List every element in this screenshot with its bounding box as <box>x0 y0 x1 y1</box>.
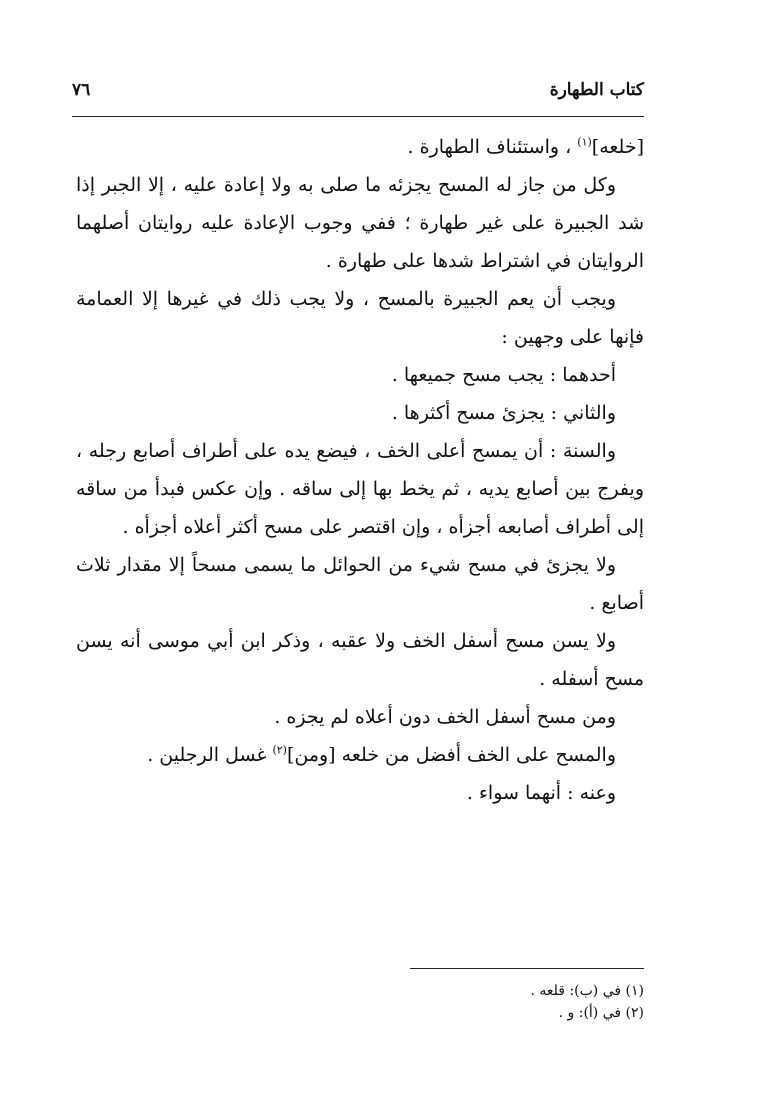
footnotes <box>300 980 644 1024</box>
text-line: ويجب أن يعم الجبيرة بالمسح ، ولا يجب ذلك في غيرها إلا العمامة <box>76 288 616 310</box>
text-line: أصابع . <box>589 592 644 614</box>
text-line: شد الجبيرة على غير طهارة ؛ ففي وجوب الإعادة عليه روايتان أصلهما <box>76 212 644 234</box>
text-line <box>76 128 644 166</box>
text-fragment: غسل الرجلين . <box>147 744 267 766</box>
text-line: أحدهما : يجب مسح جميعها . <box>391 364 616 386</box>
text-line: ولا يسن مسح أسفل الخف ولا عقبه ، وذكر ابن أبي موسى أنه يسن <box>76 630 616 652</box>
text-line: والثاني : يجزئ مسح أكثرها . <box>391 402 616 424</box>
bracketed-word: [خلعه] <box>591 136 644 158</box>
text-line: إلى أطراف أصابعه أجزأه ، وإن اقتصر على مسح أكثر أعلاه أجزأه . <box>122 516 644 538</box>
text-line: الروايتان في اشتراط شدها على طهارة . <box>325 250 644 272</box>
text-line: وعنه : أنهما سواء . <box>466 782 616 804</box>
text-line: ويفرج بين أصابع يديه ، ثم يخط بها إلى ساقه . وإن عكس فبدأ من ساقه <box>76 478 644 500</box>
text-line: والسنة : أن يمسح أعلى الخف ، فيضع يده على أطراف أصابع رجله ، <box>76 440 616 462</box>
footnote-rule <box>410 968 644 969</box>
footnote-ref-2: (٢) <box>272 743 287 757</box>
text-line: فإنها على وجهين : <box>501 326 644 348</box>
text-fragment: ، واستئناف الطهارة . <box>407 136 572 158</box>
text-line: وكل من جاز له المسح يجزئه ما صلى به ولا إعادة عليه ، إلا الجبر إذا <box>76 174 616 196</box>
text-line: مسح أسفله . <box>539 668 644 690</box>
running-header <box>72 80 644 110</box>
main-text <box>76 128 644 812</box>
footnote-2: (٢) في (أ): و . <box>558 1005 644 1021</box>
book-title: كتاب الطهارة <box>549 80 644 100</box>
text-line: ولا يجزئ في مسح شيء من الحوائل ما يسمى مسحاً إلا مقدار ثلاث <box>76 554 616 576</box>
text-line: ومن مسح أسفل الخف دون أعلاه لم يجزه . <box>274 706 616 728</box>
footnote-1: (١) في (ب): قلعه . <box>530 983 644 999</box>
page-number: ٧٦ <box>72 80 91 100</box>
footnote-ref-1: (١) <box>577 135 592 149</box>
header-rule <box>72 116 644 117</box>
text-fragment: والمسح على الخف أفضل من خلعه [ومن] <box>286 744 616 766</box>
text-line <box>76 736 644 774</box>
